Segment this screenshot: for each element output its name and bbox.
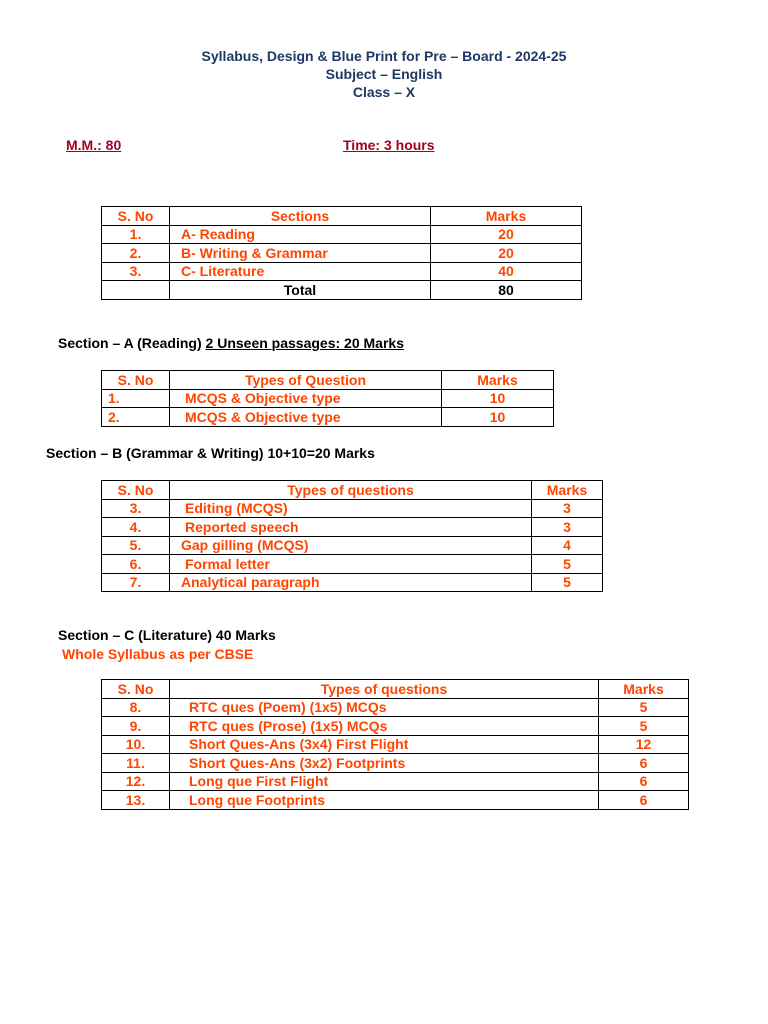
- total-label: Total: [170, 281, 431, 300]
- col-type: Types of questions: [170, 481, 532, 500]
- cell-marks: 10: [442, 408, 554, 427]
- table-row: [102, 225, 582, 244]
- cell-sno: 3.: [102, 499, 170, 518]
- table-row: [102, 389, 554, 408]
- time-allowed: Time: 3 hours: [343, 137, 435, 153]
- document-header: [0, 47, 768, 101]
- cell-marks: 6: [599, 754, 689, 773]
- col-sections: Sections: [170, 207, 431, 226]
- cell-type: MCQS & Objective type: [170, 389, 442, 408]
- cell-marks: 40: [431, 262, 582, 281]
- section-b-heading: Section – B (Grammar & Writing) 10+10=20 Marks: [46, 445, 375, 461]
- col-marks: Marks: [532, 481, 603, 500]
- cell-sno: 10.: [102, 735, 170, 754]
- section-a-table: [101, 370, 554, 427]
- table-row: [102, 408, 554, 427]
- max-marks: M.M.: 80: [66, 137, 122, 153]
- cell-type: Analytical paragraph: [170, 573, 532, 592]
- col-marks: Marks: [442, 371, 554, 390]
- cell-sno: 3.: [102, 262, 170, 281]
- col-type: Types of questions: [170, 680, 599, 699]
- cell-type: Editing (MCQS): [170, 499, 532, 518]
- col-sno: S. No: [102, 207, 170, 226]
- cell-sno: 12.: [102, 772, 170, 791]
- cell-marks: 5: [532, 573, 603, 592]
- cell-sno: 5.: [102, 536, 170, 555]
- cell-marks: 4: [532, 536, 603, 555]
- cell-sno: 2.: [102, 244, 170, 263]
- table-row: [102, 262, 582, 281]
- cell-sno: 1.: [102, 389, 170, 408]
- cell-sno: 9.: [102, 717, 170, 736]
- cell-type: Gap gilling (MCQS): [170, 536, 532, 555]
- section-a-title: Section – A (Reading): [58, 335, 206, 351]
- table-row: [102, 518, 603, 537]
- col-type: Types of Question: [170, 371, 442, 390]
- cell-marks: 6: [599, 791, 689, 810]
- table-header-row: [102, 207, 582, 226]
- table-row: [102, 754, 689, 773]
- cell-type: MCQS & Objective type: [170, 408, 442, 427]
- cell-marks: 6: [599, 772, 689, 791]
- cell-type: Short Ques-Ans (3x4) First Flight: [170, 735, 599, 754]
- cell-type: Reported speech: [170, 518, 532, 537]
- cell-marks: 5: [532, 555, 603, 574]
- table-row: [102, 499, 603, 518]
- cell-type: Short Ques-Ans (3x2) Footprints: [170, 754, 599, 773]
- cell-type: RTC ques (Poem) (1x5) MCQs: [170, 698, 599, 717]
- doc-subject: Subject – English: [325, 66, 443, 82]
- col-marks: Marks: [599, 680, 689, 699]
- cell-type: Long que Footprints: [170, 791, 599, 810]
- cell-type: Long que First Flight: [170, 772, 599, 791]
- cell-type: Formal letter: [170, 555, 532, 574]
- cell-marks: 3: [532, 499, 603, 518]
- table-row: [102, 555, 603, 574]
- cell-marks: 12: [599, 735, 689, 754]
- cell-empty: [102, 281, 170, 300]
- total-value: 80: [431, 281, 582, 300]
- table-row: [102, 698, 689, 717]
- total-row: [102, 281, 582, 300]
- cell-marks: 10: [442, 389, 554, 408]
- col-sno: S. No: [102, 481, 170, 500]
- table-row: [102, 717, 689, 736]
- cell-sno: 4.: [102, 518, 170, 537]
- table-row: [102, 772, 689, 791]
- cell-sno: 8.: [102, 698, 170, 717]
- col-sno: S. No: [102, 680, 170, 699]
- doc-title: Syllabus, Design & Blue Print for Pre – Board - 2024-25: [201, 48, 567, 64]
- table-header-row: [102, 481, 603, 500]
- section-c-table: [101, 679, 689, 810]
- section-b-table: [101, 480, 603, 592]
- cell-sno: 13.: [102, 791, 170, 810]
- cell-sno: 2.: [102, 408, 170, 427]
- section-a-subtitle: 2 Unseen passages: 20 Marks: [205, 335, 404, 351]
- cell-section: B- Writing & Grammar: [170, 244, 431, 263]
- col-marks: Marks: [431, 207, 582, 226]
- cell-type: RTC ques (Prose) (1x5) MCQs: [170, 717, 599, 736]
- table-row: [102, 536, 603, 555]
- cell-sno: 11.: [102, 754, 170, 773]
- table-row: [102, 735, 689, 754]
- cell-sno: 6.: [102, 555, 170, 574]
- cell-sno: 7.: [102, 573, 170, 592]
- col-sno: S. No: [102, 371, 170, 390]
- cell-sno: 1.: [102, 225, 170, 244]
- summary-table: [101, 206, 582, 300]
- table-row: [102, 573, 603, 592]
- table-row: [102, 791, 689, 810]
- cell-marks: 5: [599, 717, 689, 736]
- doc-class: Class – X: [352, 84, 416, 100]
- section-a-heading: [58, 335, 404, 351]
- cell-marks: 20: [431, 225, 582, 244]
- table-row: [102, 244, 582, 263]
- section-c-note: Whole Syllabus as per CBSE: [62, 646, 254, 662]
- cell-section: A- Reading: [170, 225, 431, 244]
- cell-marks: 20: [431, 244, 582, 263]
- cell-section: C- Literature: [170, 262, 431, 281]
- table-header-row: [102, 680, 689, 699]
- table-header-row: [102, 371, 554, 390]
- cell-marks: 5: [599, 698, 689, 717]
- section-c-heading: Section – C (Literature) 40 Marks: [58, 627, 276, 643]
- cell-marks: 3: [532, 518, 603, 537]
